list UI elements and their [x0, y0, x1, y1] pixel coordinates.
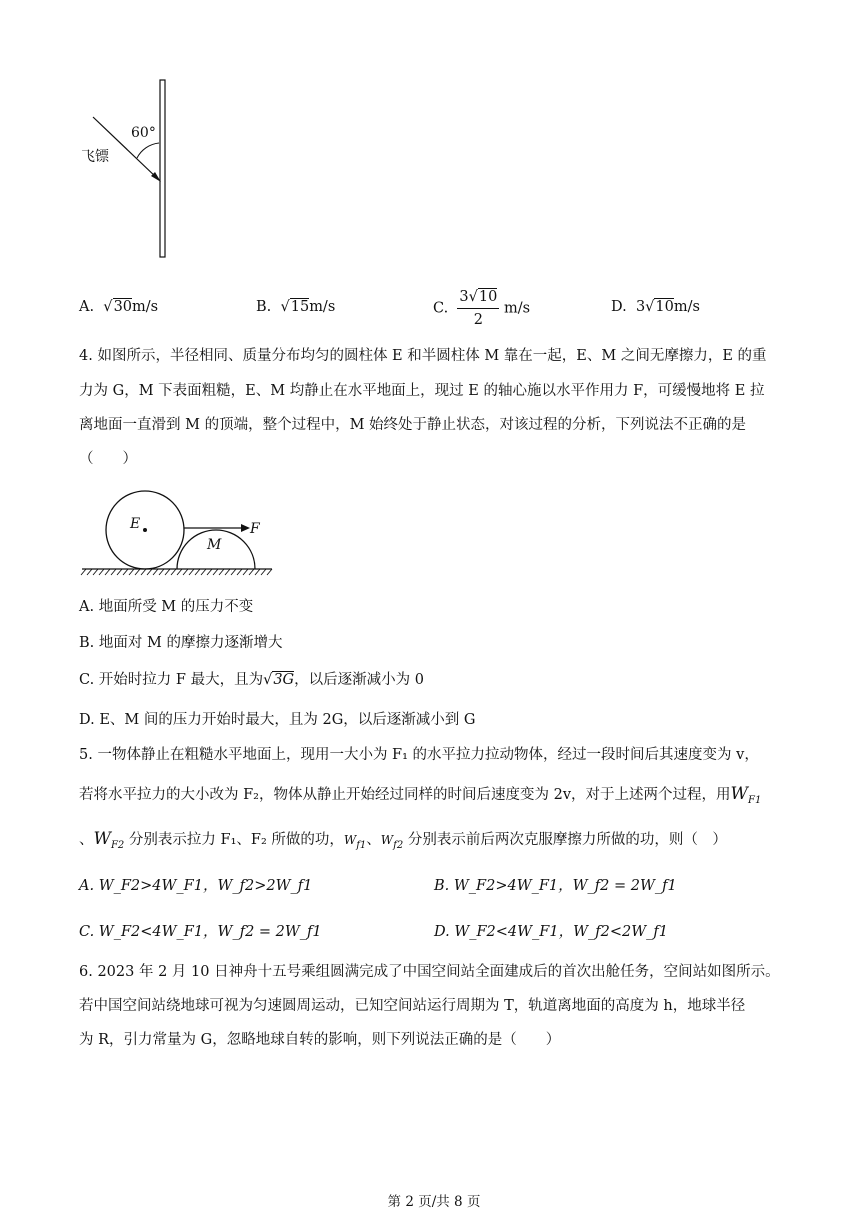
hatch-mark	[225, 569, 230, 575]
label-f: F	[250, 521, 260, 537]
q5-line-1: 5. 一物体静止在粗糙水平地面上，现用一大小为 F₁ 的水平拉力拉动物体，经过一段时间后其速度变为 v，	[79, 747, 759, 763]
q4-blank: （ ）	[79, 451, 137, 467]
hatch-mark	[123, 569, 128, 575]
q4-option-c: C. 开始时拉力 F 最大，且为√3G，以后逐渐减小为 0	[79, 672, 424, 688]
hatch-mark	[195, 569, 200, 575]
ground-hatch	[81, 569, 272, 575]
wall	[160, 80, 165, 257]
angle-arc	[137, 143, 159, 158]
q3-option-b: B. √15m/s	[256, 299, 336, 315]
hatch-mark	[255, 569, 260, 575]
label-e: E	[130, 516, 141, 532]
hatch-mark	[111, 569, 116, 575]
q3-option-d: D. 3√10m/s	[611, 299, 700, 315]
hatch-mark	[201, 569, 206, 575]
hatch-mark	[261, 569, 266, 575]
hatch-mark	[81, 569, 86, 575]
hatch-mark	[243, 569, 248, 575]
hatch-mark	[183, 569, 188, 575]
hatch-mark	[153, 569, 158, 575]
hatch-mark	[177, 569, 182, 575]
hatch-mark	[135, 569, 140, 575]
q3-option-c: C. $\frac{3√10}{2}$ m/s	[433, 286, 530, 331]
hatch-mark	[249, 569, 254, 575]
q4-line-3: 离地面一直滑到 M 的顶端，整个过程中，M 始终处于静止状态，对该过程的分析，下列说法不正确的是	[79, 417, 747, 433]
q6-line-1: 6. 2023 年 2 月 10 日神舟十五号乘组圆满完成了中国空间站全面建成后的首次出舱任务，空间站如图所示。	[79, 964, 780, 980]
hatch-mark	[171, 569, 176, 575]
cylinder-figure	[80, 485, 280, 580]
hatch-mark	[219, 569, 224, 575]
label-m: M	[207, 537, 222, 553]
arrow-head-icon	[241, 524, 250, 532]
hatch-mark	[165, 569, 170, 575]
q5-option-a: A. W_F2>4W_F1，W_f2>2W_f1	[79, 878, 313, 894]
q5-line-3: 、$W_{F2}$ 分别表示拉力 F₁、F₂ 所做的功，$W_{f1}$、$W_{f2}$ 分别表示前后两次克服摩擦力所做的功，则（ ）	[79, 829, 727, 851]
hatch-mark	[237, 569, 242, 575]
q3-option-a: A. √30m/s	[79, 299, 159, 315]
q6-line-3: 为 R，引力常量为 G，忽略地球自转的影响，则下列说法正确的是（ ）	[79, 1032, 561, 1048]
q4-option-a: A. 地面所受 M 的压力不变	[79, 599, 254, 615]
hatch-mark	[105, 569, 110, 575]
q4-option-b: B. 地面对 M 的摩擦力逐渐增大	[79, 635, 283, 651]
hatch-mark	[159, 569, 164, 575]
q4-line-1: 4. 如图所示，半径相同、质量分布均匀的圆柱体 E 和半圆柱体 M 靠在一起，E、M 之间无摩擦力，E 的重	[79, 348, 767, 364]
dart-label: 飞镖	[81, 149, 109, 165]
hatch-mark	[147, 569, 152, 575]
hatch-mark	[231, 569, 236, 575]
angle-label: 60°	[131, 125, 156, 141]
hatch-mark	[129, 569, 134, 575]
q5-option-d: D. W_F2<4W_F1，W_f2<2W_f1	[434, 924, 668, 940]
hatch-mark	[141, 569, 146, 575]
hatch-mark	[87, 569, 92, 575]
q5-line-2: 若将水平拉力的大小改为 F₂，物体从静止开始经过同样的时间后速度变为 2v，对于上述两个过程，用$W_{F1}$	[79, 784, 762, 806]
page-footer: 第 2 页/共 8 页	[387, 1194, 481, 1210]
dart-figure	[75, 75, 185, 265]
q6-line-2: 若中国空间站绕地球可视为匀速圆周运动，已知空间站运行周期为 T，轨道离地面的高度为 h，地球半径	[79, 998, 746, 1014]
q4-line-2: 力为 G，M 下表面粗糙，E、M 均静止在水平地面上，现过 E 的轴心施以水平作用力 F，可缓慢地将 E 拉	[79, 383, 765, 399]
q4-option-d: D. E、M 间的压力开始时最大，且为 2G，以后逐渐减小到 G	[79, 712, 476, 728]
hatch-mark	[213, 569, 218, 575]
hatch-mark	[267, 569, 272, 575]
axis-dot	[143, 528, 147, 532]
hatch-mark	[117, 569, 122, 575]
hatch-mark	[189, 569, 194, 575]
hatch-mark	[99, 569, 104, 575]
hatch-mark	[207, 569, 212, 575]
q5-option-b: B. W_F2>4W_F1，W_f2 = 2W_f1	[434, 878, 677, 894]
q5-option-c: C. W_F2<4W_F1，W_f2 = 2W_f1	[79, 924, 322, 940]
hatch-mark	[93, 569, 98, 575]
